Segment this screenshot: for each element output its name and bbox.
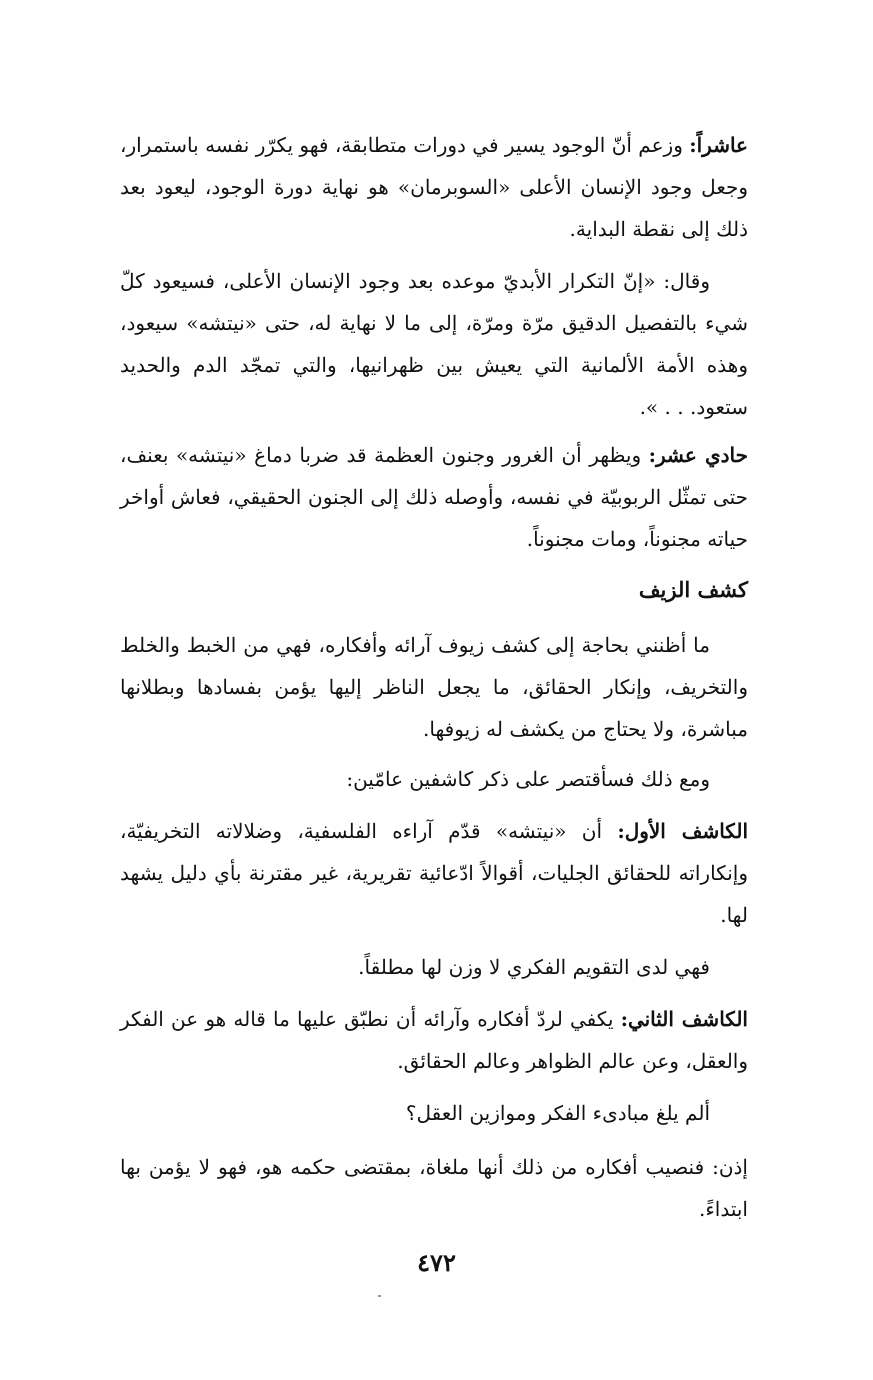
paragraph-question	[120, 1092, 748, 1134]
paragraph-text: وزعم أنّ الوجود يسير في دورات متطابقة، فهو يكرّر نفسه باستمرار، وجعل وجود الإنسان الأعلى «السوبرمان» هو نهاية دورة الوجود، ليعود بعد ذلك إلى نقطة البداية.	[120, 133, 748, 241]
paragraph-two-revealers	[120, 758, 748, 800]
paragraph-label: عاشراً:	[689, 133, 748, 157]
paragraph-label: الكاشف الأول:	[617, 819, 748, 843]
paragraph-text: يكفي لردّ أفكاره وآرائه أن نطبّق عليها ما قاله هو عن الفكر والعقل، وعن عالم الظواهر وعالم الحقائق.	[120, 1007, 748, 1073]
paragraph-conclusion	[120, 1146, 748, 1230]
paragraph-text: إذن: فنصيب أفكاره من ذلك أنها ملغاة، بمقتضى حكمه هو، فهو لا يؤمن بها ابتداءً.	[120, 1155, 748, 1221]
section-heading: كشف الزيف	[638, 577, 748, 602]
paragraph-label: الكاشف الثاني:	[620, 1007, 748, 1031]
paragraph-no-weight	[120, 946, 748, 988]
paragraph-text: ألم يلغ مبادىء الفكر وموازين العقل؟	[405, 1101, 710, 1125]
print-mark	[378, 1295, 381, 1297]
paragraph-tenth	[120, 124, 748, 250]
paragraph-quote	[120, 260, 748, 428]
paragraph-first-revealer	[120, 810, 748, 936]
paragraph-text: ومع ذلك فسأقتصر على ذكر كاشفين عامّين:	[346, 767, 710, 791]
paragraph-text: أن «نيتشه» قدّم آراءه الفلسفية، وضلالاته التخريفيّة، وإنكاراته للحقائق الجليات، أقوالاً ادّعائية تقريرية، غير مقترنة بأي دليل يشهد لها.	[120, 819, 748, 927]
paragraph-label: حادي عشر:	[648, 443, 748, 467]
paragraph-eleventh	[120, 434, 748, 560]
paragraph-text: فهي لدى التقويم الفكري لا وزن لها مطلقاً.	[358, 955, 710, 979]
paragraph-text: وقال: «إنّ التكرار الأبديّ موعده بعد وجود الإنسان الأعلى، فسيعود كلّ شيء بالتفصيل الدقيق مرّة ومرّة، إلى ما لا نهاية له، حتى «نيتشه» سيعود، وهذه الأمة الألمانية التي يعيش بين ظهرانيها، والتي تمجّد الدم والحديد ستعود. . . ».	[120, 269, 748, 419]
paragraph-text: ويظهر أن الغرور وجنون العظمة قد ضربا دماغ «نيتشه» بعنف، حتى تمثّل الربوبيّة في نفسه، وأوصله ذلك إلى الجنون الحقيقي، فعاش أواخر حياته مجنوناً، ومات مجنوناً.	[120, 443, 748, 551]
page-number: ٤٧٢	[417, 1248, 456, 1277]
paragraph-text: ما أظنني بحاجة إلى كشف زيوف آرائه وأفكاره، فهي من الخبط والخلط والتخريف، وإنكار الحقائق، ما يجعل الناظر إليها يؤمن بفسادها وبطلانها مباشرة، ولا يحتاج من يكشف له زيوفها.	[120, 633, 748, 741]
paragraph-intro	[120, 624, 748, 750]
paragraph-second-revealer	[120, 998, 748, 1082]
